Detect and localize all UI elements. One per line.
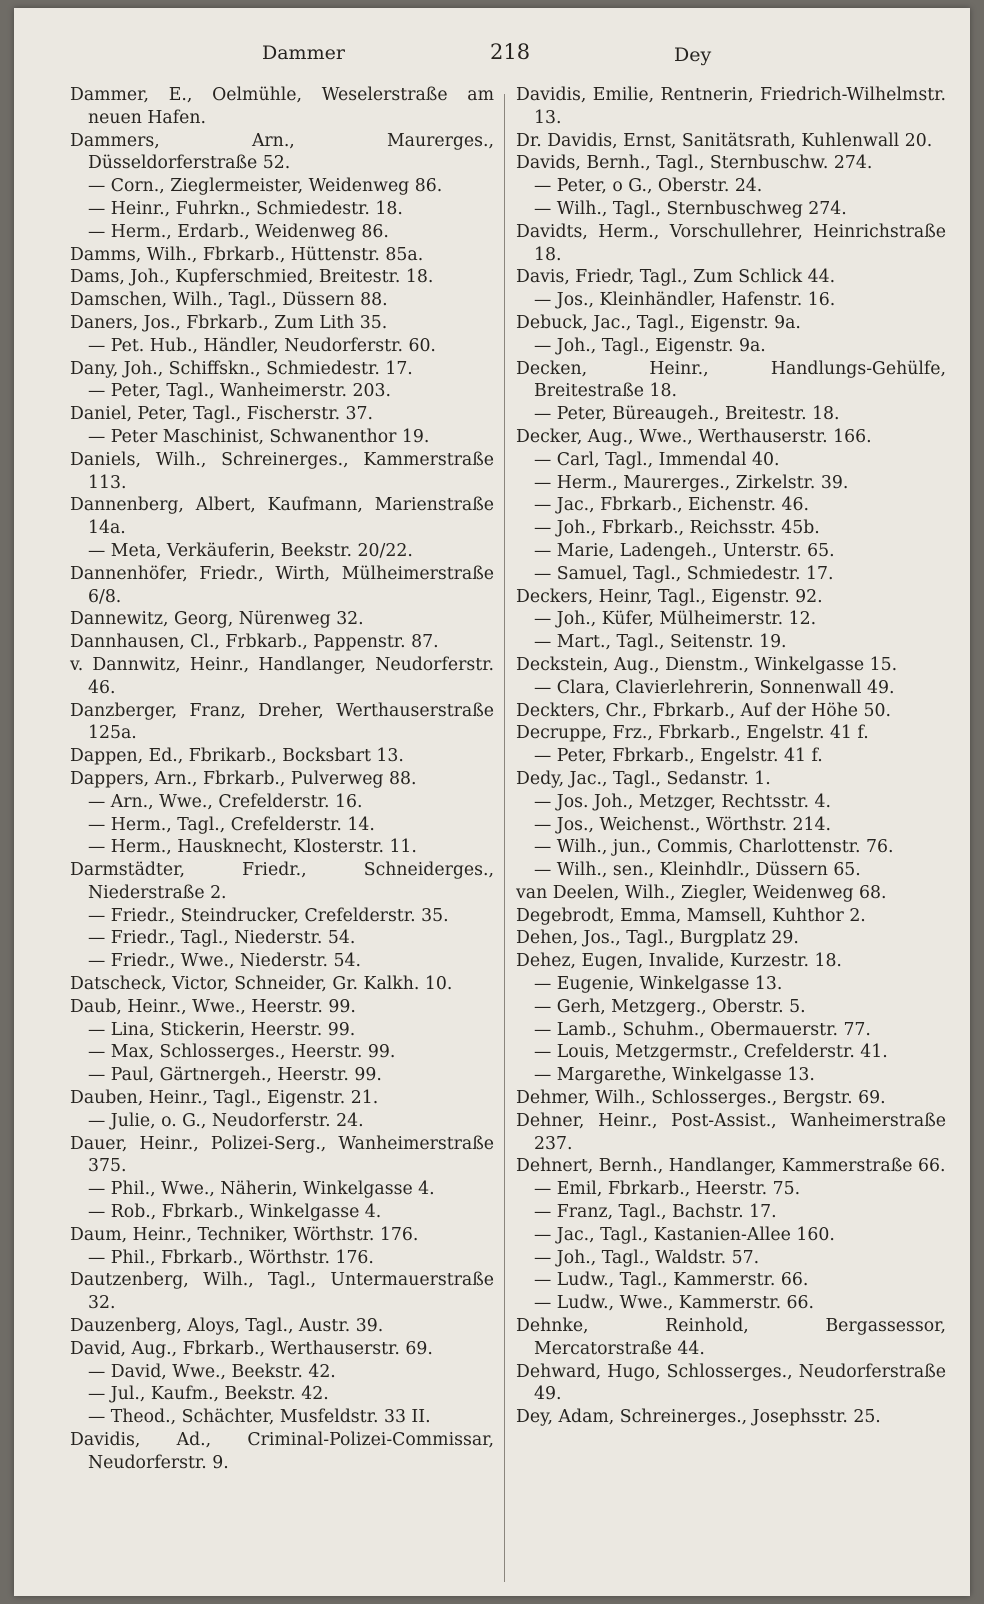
directory-entry: — Herm., Maurerges., Zirkelstr. 39.	[534, 472, 849, 493]
running-header	[14, 36, 970, 70]
directory-entry: Dehmer, Wilh., Schlosserges., Bergstr. 69.	[516, 1088, 886, 1109]
directory-entry: — Ludw., Wwe., Kammerstr. 66.	[534, 1293, 815, 1314]
directory-entry: Dr. Davidis, Ernst, Sanitätsrath, Kuhlenwall 20.	[516, 130, 933, 151]
directory-entry: — Friedr., Wwe., Niederstr. 54.	[88, 951, 362, 972]
directory-entry: Decruppe, Frz., Fbrkarb., Engelstr. 41 f.	[516, 723, 869, 744]
directory-entry: Dauben, Heinr., Tagl., Eigenstr. 21.	[70, 1088, 379, 1109]
directory-entry: Daub, Heinr., Wwe., Heerstr. 99.	[70, 996, 356, 1017]
directory-entry: Dammers, Arn., Maurerges., Düsseldorferstraße 52.	[70, 130, 494, 174]
directory-entry: — Joh., Tagl., Eigenstr. 9a.	[534, 335, 766, 356]
directory-entry: — Jac., Fbrkarb., Eichenstr. 46.	[534, 495, 810, 516]
directory-entry: Decker, Aug., Wwe., Werthauserstr. 166.	[516, 426, 872, 447]
directory-entry: Dappers, Arn., Fbrkarb., Pulverweg 88.	[70, 768, 417, 789]
directory-entry: Dams, Joh., Kupferschmied, Breitestr. 18.	[70, 267, 434, 288]
directory-page	[14, 8, 970, 1596]
directory-entry: — Emil, Fbrkarb., Heerstr. 75.	[534, 1179, 801, 1200]
directory-entry: — Max, Schlosserges., Heerstr. 99.	[88, 1042, 396, 1063]
directory-entry: — Gerh, Metzgerg., Oberstr. 5.	[534, 996, 806, 1017]
directory-entry: — Phil., Wwe., Näherin, Winkelgasse 4.	[88, 1179, 435, 1200]
directory-entry: — Paul, Gärtnergeh., Heerstr. 99.	[88, 1065, 382, 1086]
directory-entry: Dannenberg, Albert, Kaufmann, Marienstraße 14a.	[70, 495, 494, 539]
directory-entry: — Friedr., Tagl., Niederstr. 54.	[88, 928, 356, 949]
directory-entry: Dany, Joh., Schiffskn., Schmiedestr. 17.	[70, 358, 413, 379]
directory-entry: Daniels, Wilh., Schreinerges., Kammerstraße 113.	[70, 449, 494, 493]
directory-entry: — Friedr., Steindrucker, Crefelderstr. 35.	[88, 905, 449, 926]
directory-entry: — Jos., Weichenst., Wörthstr. 214.	[534, 814, 831, 835]
directory-entry: — Corn., Zieglermeister, Weidenweg 86.	[88, 176, 443, 197]
left-column	[70, 84, 494, 1475]
directory-entry: Deckstein, Aug., Dienstm., Winkelgasse 15.	[516, 654, 898, 675]
directory-entry: Damms, Wilh., Fbrkarb., Hüttenstr. 85a.	[70, 244, 424, 265]
directory-entry: — Carl, Tagl., Immendal 40.	[534, 449, 780, 470]
directory-entry: Dannhausen, Cl., Frbkarb., Pappenstr. 87.	[70, 632, 439, 653]
directory-entry: Dedy, Jac., Tagl., Sedanstr. 1.	[516, 768, 771, 789]
directory-entry: — Theod., Schächter, Musfeldstr. 33 II.	[88, 1407, 431, 1428]
directory-entry: Daum, Heinr., Techniker, Wörthstr. 176.	[70, 1224, 419, 1245]
directory-entry: — Herm., Erdarb., Weidenweg 86.	[88, 221, 389, 242]
directory-entry: Dehward, Hugo, Schlosserges., Neudorferstraße 49.	[516, 1361, 946, 1405]
directory-entry: Davidis, Emilie, Rentnerin, Friedrich-Wilhelmstr. 13.	[516, 85, 946, 128]
directory-entry: Dautzenberg, Wilh., Tagl., Untermauerstraße 32.	[70, 1270, 494, 1314]
directory-entry: — Franz, Tagl., Bachstr. 17.	[534, 1202, 777, 1223]
directory-entry: — Wilh., sen., Kleinhdlr., Düssern 65.	[534, 860, 861, 881]
directory-entry: — Mart., Tagl., Seitenstr. 19.	[534, 632, 787, 653]
directory-entry: — Rob., Fbrkarb., Winkelgasse 4.	[88, 1202, 382, 1223]
directory-entry: Daners, Jos., Fbrkarb., Zum Lith 35.	[70, 312, 388, 333]
directory-entry: — Julie, o. G., Neudorferstr. 24.	[88, 1110, 364, 1131]
directory-entry: Dannenhöfer, Friedr., Wirth, Mülheimerstraße 6/8.	[70, 563, 494, 607]
directory-entry: Deckers, Heinr, Tagl., Eigenstr. 92.	[516, 586, 823, 607]
directory-entry: v. Dannwitz, Heinr., Handlanger, Neudorferstr. 46.	[70, 654, 494, 698]
directory-entry: — Louis, Metzgermstr., Crefelderstr. 41.	[534, 1042, 888, 1063]
directory-entry: — Marie, Ladengeh., Unterstr. 65.	[534, 540, 835, 561]
directory-entry: — Joh., Fbrkarb., Reichsstr. 45b.	[534, 518, 820, 539]
directory-entry: — Joh., Tagl., Waldstr. 57.	[534, 1247, 760, 1268]
directory-entry: Dappen, Ed., Fbrikarb., Bocksbart 13.	[70, 746, 404, 767]
directory-entry: Decken, Heinr., Handlungs-Gehülfe, Breitestraße 18.	[516, 358, 946, 402]
directory-entry: Dehnke, Reinhold, Bergassessor, Mercatorstraße 44.	[516, 1316, 946, 1359]
directory-entry: — Peter Maschinist, Schwanenthor 19.	[88, 426, 430, 447]
directory-entry: Dammer, E., Oelmühle, Weselerstraße am neuen Hafen.	[70, 85, 494, 128]
directory-entry: — Joh., Küfer, Mülheimerstr. 12.	[534, 609, 817, 630]
directory-entry: — Meta, Verkäuferin, Beekstr. 20/22.	[88, 540, 413, 561]
directory-entry: — David, Wwe., Beekstr. 42.	[88, 1361, 336, 1382]
directory-entry: Daniel, Peter, Tagl., Fischerstr. 37.	[70, 404, 374, 425]
directory-entry: — Lamb., Schuhm., Obermauerstr. 77.	[534, 1019, 871, 1040]
directory-entry: Dauzenberg, Aloys, Tagl., Austr. 39.	[70, 1316, 384, 1337]
directory-entry: Degebrodt, Emma, Mamsell, Kuhthor 2.	[516, 905, 866, 926]
directory-entry: Dauer, Heinr., Polizei-Serg., Wanheimerstraße 375.	[70, 1133, 494, 1177]
column-divider	[504, 94, 505, 1582]
directory-entry: Damschen, Wilh., Tagl., Düssern 88.	[70, 290, 388, 311]
directory-entry: Danzberger, Franz, Dreher, Werthauserstraße 125a.	[70, 700, 494, 744]
directory-entry: — Jac., Tagl., Kastanien-Allee 160.	[534, 1224, 835, 1245]
directory-entry: — Jos., Kleinhändler, Hafenstr. 16.	[534, 290, 836, 311]
directory-entry: Dehez, Eugen, Invalide, Kurzestr. 18.	[516, 951, 842, 972]
directory-entry: Debuck, Jac., Tagl., Eigenstr. 9a.	[516, 312, 801, 333]
directory-entry: — Wilh., jun., Commis, Charlottenstr. 76.	[534, 837, 894, 858]
directory-entry: — Phil., Fbrkarb., Wörthstr. 176.	[88, 1247, 374, 1268]
directory-entry: Davidts, Herm., Vorschullehrer, Heinrichstraße 18.	[516, 221, 946, 265]
directory-entry: — Lina, Stickerin, Heerstr. 99.	[88, 1019, 356, 1040]
page-number: 218	[490, 40, 531, 64]
directory-entry: — Wilh., Tagl., Sternbuschweg 274.	[534, 198, 847, 219]
directory-entry: Davidis, Ad., Criminal-Polizei-Commissar, Neudorferstr. 9.	[70, 1430, 494, 1473]
directory-entry: — Peter, Fbrkarb., Engelstr. 41 f.	[534, 746, 823, 767]
header-right-catchword: Dey	[674, 44, 712, 66]
directory-entry: Davids, Bernh., Tagl., Sternbuschw. 274.	[516, 153, 873, 174]
directory-entry: David, Aug., Fbrkarb., Werthauserstr. 69.	[70, 1338, 433, 1359]
directory-entry: — Heinr., Fuhrkn., Schmiedestr. 18.	[88, 198, 403, 219]
directory-entry: Deckters, Chr., Fbrkarb., Auf der Höhe 50.	[516, 700, 891, 721]
directory-entry: Dehner, Heinr., Post-Assist., Wanheimerstraße 237.	[516, 1110, 946, 1154]
directory-entry: — Pet. Hub., Händler, Neudorferstr. 60.	[88, 335, 436, 356]
directory-entry: Dehnert, Bernh., Handlanger, Kammerstraße 66.	[516, 1156, 946, 1177]
directory-entry: — Margarethe, Winkelgasse 13.	[534, 1065, 815, 1086]
directory-entry: — Jos. Joh., Metzger, Rechtsstr. 4.	[534, 791, 832, 812]
directory-entry: — Peter, Tagl., Wanheimerstr. 203.	[88, 381, 392, 402]
directory-entry: — Peter, o G., Oberstr. 24.	[534, 176, 763, 197]
directory-entry: — Peter, Büreaugeh., Breitestr. 18.	[534, 404, 840, 425]
directory-entry: — Herm., Tagl., Crefelderstr. 14.	[88, 814, 375, 835]
directory-entry: Dehen, Jos., Tagl., Burgplatz 29.	[516, 928, 799, 949]
directory-entry: van Deelen, Wilh., Ziegler, Weidenweg 68.	[516, 882, 887, 903]
directory-entry: — Eugenie, Winkelgasse 13.	[534, 974, 783, 995]
directory-entry: — Ludw., Tagl., Kammerstr. 66.	[534, 1270, 809, 1291]
directory-entry: Dannewitz, Georg, Nürenweg 32.	[70, 609, 364, 630]
header-left-catchword: Dammer	[262, 42, 345, 64]
directory-entry: Dey, Adam, Schreinerges., Josephsstr. 25.	[516, 1407, 881, 1428]
directory-entry: — Samuel, Tagl., Schmiedestr. 17.	[534, 563, 834, 584]
directory-entry: — Arn., Wwe., Crefelderstr. 16.	[88, 791, 363, 812]
directory-entry: — Clara, Clavierlehrerin, Sonnenwall 49.	[534, 677, 895, 698]
directory-entry: Davis, Friedr, Tagl., Zum Schlick 44.	[516, 267, 836, 288]
directory-entry: Darmstädter, Friedr., Schneiderges., Niederstraße 2.	[70, 860, 494, 903]
directory-entry: — Herm., Hausknecht, Klosterstr. 11.	[88, 837, 417, 858]
directory-entry: Datscheck, Victor, Schneider, Gr. Kalkh. 10.	[70, 974, 453, 995]
right-column	[516, 84, 946, 1429]
directory-entry: — Jul., Kaufm., Beekstr. 42.	[88, 1384, 329, 1405]
